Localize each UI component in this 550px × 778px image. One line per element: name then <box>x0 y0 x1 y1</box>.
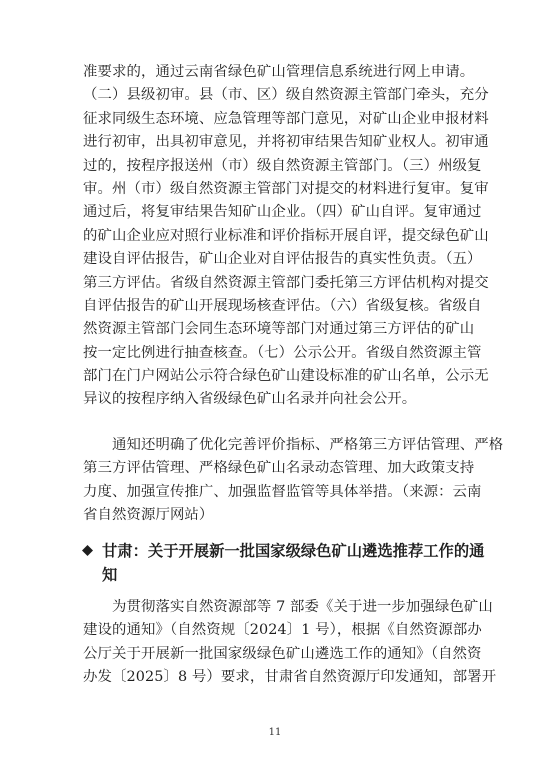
heading-line-2: 知 <box>102 566 118 584</box>
text-line: 建设自评估报告，矿山企业对自评估报告的真实性负责。（五） <box>83 251 482 268</box>
diamond-bullet-icon <box>82 545 93 556</box>
text-line: 办发〔2025〕8 号）要求，甘肃省自然资源厅印发通知，部署开 <box>83 669 497 686</box>
section-heading-gansu <box>83 539 485 587</box>
text-line: 征求同级生态环境、应急管理等部门意见，对矿山企业申报材料 <box>83 110 489 127</box>
text-line: 审。州（市）级自然资源主管部门对提交的材料进行复审。复审 <box>83 180 489 197</box>
text-line: 力度、加强宣传推广、加强监督监管等具体举措。（来源：云南 <box>83 483 482 500</box>
heading-line-1: 甘肃：关于开展新一批国家级绿色矿山遴选推荐工作的通 <box>102 542 485 560</box>
text-line: 部门在门户网站公示符合绿色矿山建设标准的矿山名单，公示无 <box>83 368 489 385</box>
text-line: （二）县级初审。县（市、区）级自然资源主管部门牵头，充分 <box>83 87 489 104</box>
text-line: 省自然资源厅网站） <box>83 507 214 524</box>
text-line: 的矿山企业应对照行业标准和评价指标开展自评，提交绿色矿山 <box>83 227 489 244</box>
paragraph-yunnan-procedure <box>83 61 489 412</box>
text-line: 进行初审，出具初审意见，并将初审结果告知矿业权人。初审通 <box>83 134 489 151</box>
text-line: 过的，按程序报送州（市）级自然资源主管部门。（三）州级复 <box>83 157 482 174</box>
paragraph-gansu-notice <box>83 596 497 690</box>
text-line: 公厅关于开展新一批国家级绿色矿山遴选工作的通知》（自然资 <box>83 645 482 662</box>
text-line: 建设的通知》（自然资规〔2024〕1 号），根据《自然资源部办 <box>83 622 482 639</box>
paragraph-yunnan-measures <box>83 434 504 528</box>
text-line: 准要求的，通过云南省绿色矿山管理信息系统进行网上申请。 <box>83 64 475 80</box>
page-number: 11 <box>268 727 282 738</box>
text-line: 为贯彻落实自然资源部等 7 部委《关于进一步加强绿色矿山 <box>112 599 493 615</box>
text-line: 通过后，将复审结果告知矿山企业。（四）矿山自评。复审通过 <box>83 204 482 221</box>
text-line: 然资源主管部门会同生态环境等部门对通过第三方评估的矿山 <box>83 321 475 338</box>
text-line: 第三方评估。省级自然资源主管部门委托第三方评估机构对提交 <box>83 274 489 291</box>
text-line: 按一定比例进行抽查核查。（七）公示公开。省级自然资源主管 <box>83 344 482 361</box>
text-line: 第三方评估管理、严格绿色矿山名录动态管理、加大政策支持 <box>83 460 475 477</box>
text-line: 异议的按程序纳入省级绿色矿山名录并向社会公开。 <box>83 391 417 408</box>
text-line: 通知还明确了优化完善评价指标、严格第三方评估管理、严格 <box>112 437 504 453</box>
text-line: 自评估报告的矿山开展现场核查评估。（六）省级复核。省级自 <box>83 297 482 314</box>
